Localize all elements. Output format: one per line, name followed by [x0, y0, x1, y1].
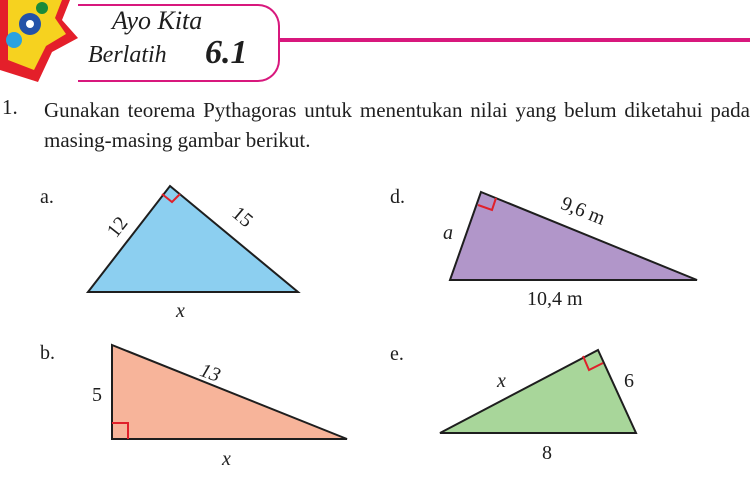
- figure-b-label: b.: [40, 342, 55, 364]
- figure-a-side-15: 15: [227, 202, 258, 232]
- figure-a-side-12: 12: [102, 212, 133, 242]
- figure-b-side-5: 5: [92, 384, 102, 406]
- question-text: Gunakan teorema Pythagoras untuk menentukan nilai yang belum diketahui pada masing-masing gambar berikut.: [44, 98, 750, 152]
- figure-e-side-x: x: [497, 370, 506, 392]
- header-line2: Berlatih: [88, 42, 167, 68]
- figure-d-label: d.: [390, 186, 405, 208]
- figure-e-label: e.: [390, 343, 404, 365]
- figure-b-side-13: 13: [197, 359, 224, 387]
- figure-d-side-9-6: 9,6 m: [557, 192, 609, 230]
- triangle-e: [440, 350, 636, 433]
- triangle-b: [112, 345, 347, 439]
- figure-a-label: a.: [40, 186, 54, 208]
- question-number: 1.: [2, 95, 18, 119]
- figure-d-side-10-4: 10,4 m: [527, 288, 583, 310]
- header-line1: Ayo Kita: [112, 6, 203, 35]
- figure-a-side-x: x: [176, 300, 185, 322]
- figure-b-side-x: x: [222, 448, 231, 470]
- header-number: 6.1: [205, 34, 248, 71]
- figure-e-side-8: 8: [542, 442, 552, 464]
- figure-e-side-6: 6: [624, 370, 634, 392]
- figure-d-side-a: a: [443, 222, 453, 244]
